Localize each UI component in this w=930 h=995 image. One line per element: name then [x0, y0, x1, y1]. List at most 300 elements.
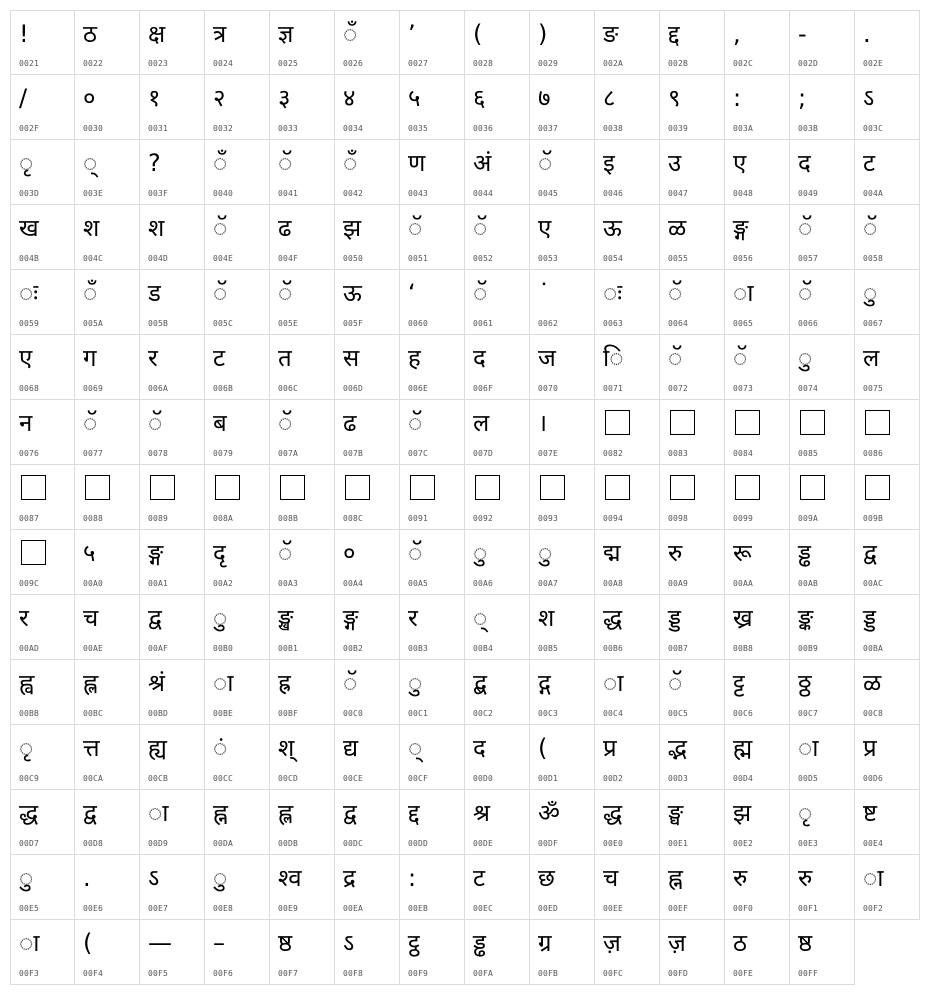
glyph-sample: ृ [19, 149, 34, 177]
glyph-sample: ा [148, 799, 169, 827]
glyph-sample: ) [538, 20, 548, 48]
glyph-code: 00B4 [473, 644, 494, 653]
glyph-sample: ढ [278, 214, 292, 242]
glyph-sample: ५ [408, 84, 421, 112]
glyph-cell [335, 920, 400, 985]
glyph-code: 0022 [83, 59, 104, 68]
glyph-sample: ह्न [668, 864, 683, 892]
missing-glyph-box-icon [345, 475, 370, 500]
glyph-code: 003F [148, 189, 169, 198]
glyph-code: 007A [278, 449, 299, 458]
glyph-code: 00C7 [798, 709, 819, 718]
glyph-cell [725, 270, 790, 335]
glyph-cell [205, 530, 270, 595]
glyph-sample: ॅ [278, 149, 293, 177]
glyph-sample: ॅ [798, 214, 813, 242]
glyph-code: 0061 [473, 319, 494, 328]
glyph-sample: दृ [213, 539, 226, 567]
glyph-cell [10, 855, 75, 920]
glyph-code: 0069 [83, 384, 104, 393]
glyph-sample: ॅ [798, 279, 813, 307]
glyph-sample: ह्न [213, 799, 228, 827]
glyph-code: 00EE [603, 904, 624, 913]
glyph-code: 0079 [213, 449, 234, 458]
glyph-cell [270, 465, 335, 530]
glyph-code: 0047 [668, 189, 689, 198]
glyph-cell [400, 725, 465, 790]
glyph-cell [660, 530, 725, 595]
glyph-cell [855, 465, 920, 530]
glyph-cell [75, 270, 140, 335]
glyph-cell [140, 10, 205, 75]
glyph-sample: : [733, 84, 742, 112]
glyph-cell [725, 790, 790, 855]
glyph-cell [270, 140, 335, 205]
glyph-sample: ङ [603, 20, 619, 48]
glyph-sample: श् [278, 734, 295, 762]
glyph-cell [335, 75, 400, 140]
glyph-cell [465, 140, 530, 205]
glyph-sample: ऽ [148, 864, 160, 892]
glyph-sample: ॅ [343, 669, 358, 697]
glyph-cell [10, 10, 75, 75]
glyph-cell [335, 660, 400, 725]
glyph-cell [790, 75, 855, 140]
glyph-sample: ड [148, 279, 161, 307]
glyph-sample: । [538, 409, 548, 437]
glyph-code: 0055 [668, 254, 689, 263]
glyph-cell [205, 10, 270, 75]
glyph-code: 002F [19, 124, 40, 133]
glyph-sample: , [733, 20, 741, 48]
glyph-cell [465, 660, 530, 725]
glyph-code: 00D2 [603, 774, 624, 783]
glyph-code: 00B3 [408, 644, 429, 653]
glyph-cell [140, 855, 205, 920]
glyph-sample: त [278, 344, 292, 372]
glyph-cell [465, 335, 530, 400]
glyph-code: 00A3 [278, 579, 299, 588]
glyph-code: 00B0 [213, 644, 234, 653]
glyph-code: 0050 [343, 254, 364, 263]
glyph-cell [595, 530, 660, 595]
glyph-code: 00DA [213, 839, 234, 848]
glyph-cell [465, 725, 530, 790]
glyph-cell [205, 270, 270, 335]
glyph-code: 0098 [668, 514, 689, 523]
glyph-cell [400, 465, 465, 530]
glyph-sample: ा [213, 669, 234, 697]
glyph-code: 00BE [213, 709, 234, 718]
glyph-sample: ड्ड [668, 604, 682, 632]
glyph-code: 00EB [408, 904, 429, 913]
glyph-sample: ॅ [213, 214, 228, 242]
glyph-cell [140, 595, 205, 660]
glyph-sample: अं [473, 149, 492, 177]
glyph-cell [75, 335, 140, 400]
glyph-sample: झ [343, 214, 362, 242]
glyph-code: 0040 [213, 189, 234, 198]
glyph-code: 0025 [278, 59, 299, 68]
glyph-cell [10, 140, 75, 205]
glyph-sample: ॅ [863, 214, 878, 242]
missing-glyph-box-icon [735, 475, 760, 500]
glyph-code: 0043 [408, 189, 429, 198]
glyph-cell [465, 205, 530, 270]
glyph-cell [270, 790, 335, 855]
glyph-code: 006E [408, 384, 429, 393]
glyph-cell [75, 855, 140, 920]
glyph-sample: ॅ [733, 344, 748, 372]
glyph-cell [400, 660, 465, 725]
glyph-cell [270, 270, 335, 335]
glyph-cell [530, 920, 595, 985]
glyph-code: 002C [733, 59, 754, 68]
glyph-sample: क्ष [148, 20, 166, 48]
glyph-cell [140, 270, 205, 335]
glyph-sample: ऽ [863, 84, 875, 112]
glyph-code: 0023 [148, 59, 169, 68]
glyph-code: 005F [343, 319, 364, 328]
glyph-code: 007C [408, 449, 429, 458]
glyph-sample: च [603, 864, 619, 892]
glyph-code: 002E [863, 59, 884, 68]
glyph-sample: . [83, 864, 91, 892]
glyph-cell [530, 855, 595, 920]
glyph-code: 0083 [668, 449, 689, 458]
glyph-code: 00BA [863, 644, 884, 653]
glyph-cell [335, 10, 400, 75]
glyph-sample: : [408, 864, 417, 892]
glyph-code: 00A2 [213, 579, 234, 588]
glyph-cell [75, 75, 140, 140]
glyph-cell [660, 75, 725, 140]
glyph-cell [790, 140, 855, 205]
glyph-sample: / [19, 84, 28, 112]
glyph-cell [75, 400, 140, 465]
glyph-cell [335, 205, 400, 270]
glyph-sample: ॅ [83, 409, 98, 437]
missing-glyph-box-icon [540, 475, 565, 500]
glyph-code: 00CE [343, 774, 364, 783]
glyph-sample: ढ [343, 409, 357, 437]
glyph-code: 002A [603, 59, 624, 68]
glyph-sample: ( [473, 20, 483, 48]
glyph-cell [855, 530, 920, 595]
glyph-code: 00E3 [798, 839, 819, 848]
glyph-sample: ङ्ग [343, 604, 359, 632]
glyph-cell [725, 660, 790, 725]
glyph-code: 0042 [343, 189, 364, 198]
glyph-sample: ७ [538, 84, 551, 112]
glyph-code: 0053 [538, 254, 559, 263]
glyph-sample: ष्ठ [278, 929, 293, 957]
glyph-code: 00B1 [278, 644, 299, 653]
glyph-cell [790, 920, 855, 985]
glyph-cell [205, 790, 270, 855]
glyph-sample: प्र [603, 734, 617, 762]
glyph-cell [465, 855, 530, 920]
glyph-code: 00C1 [408, 709, 429, 718]
glyph-cell [10, 530, 75, 595]
missing-glyph-box-icon [735, 410, 760, 435]
glyph-sample: ज [538, 344, 556, 372]
glyph-code: 007D [473, 449, 494, 458]
glyph-sample: द्व [343, 799, 357, 827]
glyph-sample: स [343, 344, 360, 372]
glyph-sample: ङ्क [798, 604, 814, 632]
glyph-code: 00D8 [83, 839, 104, 848]
glyph-sample: ॅ [278, 539, 293, 567]
glyph-code: 00C4 [603, 709, 624, 718]
glyph-code: 00AC [863, 579, 884, 588]
glyph-cell [790, 400, 855, 465]
glyph-cell [595, 10, 660, 75]
glyph-sample: ु [863, 279, 878, 307]
glyph-sample: ॅ [668, 344, 683, 372]
glyph-code: 00C2 [473, 709, 494, 718]
glyph-sample: - [798, 20, 807, 48]
glyph-code: 00B6 [603, 644, 624, 653]
glyph-sample: ह्व [19, 669, 34, 697]
glyph-cell [335, 725, 400, 790]
glyph-cell [725, 920, 790, 985]
glyph-cell [270, 660, 335, 725]
glyph-code: 00A9 [668, 579, 689, 588]
glyph-cell [335, 790, 400, 855]
glyph-cell [725, 335, 790, 400]
glyph-cell [205, 855, 270, 920]
glyph-sample: ड्ड [863, 604, 877, 632]
glyph-code: 00CC [213, 774, 234, 783]
glyph-cell [790, 725, 855, 790]
glyph-cell [790, 270, 855, 335]
glyph-cell [270, 75, 335, 140]
glyph-cell [725, 205, 790, 270]
glyph-sample: ॐ [538, 799, 560, 827]
glyph-code: 004D [148, 254, 169, 263]
glyph-code: 0035 [408, 124, 429, 133]
glyph-sample: ा [733, 279, 754, 307]
glyph-code: 0045 [538, 189, 559, 198]
missing-glyph-box-icon [670, 475, 695, 500]
glyph-code: 0076 [19, 449, 40, 458]
glyph-cell [465, 400, 530, 465]
glyph-cell [530, 530, 595, 595]
glyph-cell [855, 75, 920, 140]
glyph-sample: ण [408, 149, 426, 177]
glyph-sample: ’ [408, 20, 416, 48]
glyph-cell [140, 465, 205, 530]
glyph-code: 00AF [148, 644, 169, 653]
glyph-code: 00FB [538, 969, 559, 978]
glyph-code: 00D9 [148, 839, 169, 848]
glyph-cell [530, 595, 595, 660]
glyph-code: 005A [83, 319, 104, 328]
glyph-code: 00E2 [733, 839, 754, 848]
glyph-code: 003C [863, 124, 884, 133]
glyph-cell [400, 790, 465, 855]
glyph-sample: ० [343, 539, 356, 567]
glyph-cell [140, 790, 205, 855]
glyph-code: 00FA [473, 969, 494, 978]
glyph-sample: ह्ल [83, 669, 98, 697]
glyph-sample: . [863, 20, 871, 48]
glyph-code: 0067 [863, 319, 884, 328]
glyph-sample: द्द [668, 20, 680, 48]
glyph-sample: ( [83, 929, 93, 957]
glyph-cell [140, 140, 205, 205]
glyph-sample: ( [538, 734, 548, 762]
glyph-code: 00E0 [603, 839, 624, 848]
glyph-sample: ह्ल [278, 799, 293, 827]
glyph-code: 0030 [83, 124, 104, 133]
glyph-code: 00F0 [733, 904, 754, 913]
glyph-sample: ् [83, 149, 98, 177]
glyph-code: 00D5 [798, 774, 819, 783]
glyph-sample: द्य [343, 734, 359, 762]
glyph-code: 00BB [19, 709, 40, 718]
glyph-sample: द्ब [473, 669, 487, 697]
glyph-sample: ? [148, 149, 161, 177]
glyph-sample: ँ [83, 279, 98, 307]
glyph-cell [465, 920, 530, 985]
glyph-code: 0077 [83, 449, 104, 458]
glyph-code: 00BD [148, 709, 169, 718]
glyph-cell [205, 140, 270, 205]
glyph-cell [335, 530, 400, 595]
glyph-cell [595, 725, 660, 790]
glyph-cell [595, 205, 660, 270]
glyph-sample: त्र [213, 20, 227, 48]
missing-glyph-box-icon [475, 475, 500, 500]
glyph-cell [10, 400, 75, 465]
glyph-cell [660, 205, 725, 270]
glyph-code: 002B [668, 59, 689, 68]
glyph-code: 0093 [538, 514, 559, 523]
glyph-code: 0065 [733, 319, 754, 328]
glyph-cell [400, 75, 465, 140]
glyph-code: 00D7 [19, 839, 40, 848]
glyph-sample: रु [798, 864, 813, 892]
glyph-sample: ा [19, 929, 40, 957]
glyph-cell [855, 790, 920, 855]
glyph-cell [530, 270, 595, 335]
glyph-sample: ि [603, 344, 624, 372]
glyph-cell [855, 335, 920, 400]
glyph-cell [270, 595, 335, 660]
glyph-cell [75, 725, 140, 790]
glyph-sample: ृ [798, 799, 813, 827]
glyph-code: 0068 [19, 384, 40, 393]
glyph-sample: ज्ञ [278, 20, 294, 48]
glyph-code: 0049 [798, 189, 819, 198]
glyph-sample: ड्ढ [798, 539, 812, 567]
glyph-code: 00D6 [863, 774, 884, 783]
glyph-code: 00CA [83, 774, 104, 783]
glyph-sample: झ [733, 799, 752, 827]
glyph-code: 00AD [19, 644, 40, 653]
glyph-code: 00B2 [343, 644, 364, 653]
glyph-cell [400, 10, 465, 75]
glyph-sample: ङ्घ [668, 799, 684, 827]
glyph-cell [10, 595, 75, 660]
glyph-cell [660, 660, 725, 725]
glyph-code: 009A [798, 514, 819, 523]
glyph-code: 0031 [148, 124, 169, 133]
glyph-sample: ट [863, 149, 876, 177]
glyph-code: 004F [278, 254, 299, 263]
glyph-cell [335, 595, 400, 660]
glyph-cell [140, 660, 205, 725]
glyph-cell [530, 75, 595, 140]
missing-glyph-box-icon [280, 475, 305, 500]
glyph-cell [855, 205, 920, 270]
glyph-cell [595, 140, 660, 205]
glyph-sample: ु [213, 604, 228, 632]
glyph-code: 00E6 [83, 904, 104, 913]
glyph-sample: इ [603, 149, 615, 177]
glyph-code: 00C8 [863, 709, 884, 718]
glyph-cell [660, 920, 725, 985]
glyph-code: 0058 [863, 254, 884, 263]
glyph-code: 00FD [668, 969, 689, 978]
glyph-sample: ङ्ग [148, 539, 164, 567]
glyph-cell [140, 75, 205, 140]
glyph-cell [75, 140, 140, 205]
glyph-code: 005E [278, 319, 299, 328]
glyph-sample: १ [148, 84, 161, 112]
glyph-code: 0088 [83, 514, 104, 523]
glyph-sample: न [19, 409, 33, 437]
glyph-code: 00B9 [798, 644, 819, 653]
glyph-code: 00FF [798, 969, 819, 978]
glyph-sample: ा [603, 669, 624, 697]
glyph-sample: र [148, 344, 158, 372]
glyph-cell [10, 270, 75, 335]
glyph-sample: ख [19, 214, 39, 242]
glyph-code: 009C [19, 579, 40, 588]
glyph-cell [10, 335, 75, 400]
glyph-cell [725, 400, 790, 465]
glyph-sample: ट्ठ [408, 929, 420, 957]
glyph-cell [205, 75, 270, 140]
glyph-cell [595, 660, 660, 725]
glyph-sample: ४ [343, 84, 356, 112]
glyph-code: 00D0 [473, 774, 494, 783]
glyph-sample: द्ग [538, 669, 551, 697]
glyph-cell [725, 725, 790, 790]
glyph-sample: – [213, 929, 225, 957]
glyph-sample: द [473, 344, 486, 372]
glyph-sample: ! [19, 20, 29, 48]
glyph-cell [10, 920, 75, 985]
glyph-code: 00EA [343, 904, 364, 913]
glyph-sample: ग्र [538, 929, 552, 957]
glyph-code: 007E [538, 449, 559, 458]
glyph-code: 0084 [733, 449, 754, 458]
glyph-code: 006B [213, 384, 234, 393]
glyph-code: 0071 [603, 384, 624, 393]
glyph-cell [790, 205, 855, 270]
glyph-sample: ँ [213, 149, 228, 177]
glyph-code: 00B7 [668, 644, 689, 653]
glyph-cell [790, 660, 855, 725]
glyph-code: 006F [473, 384, 494, 393]
glyph-code: 00C6 [733, 709, 754, 718]
glyph-cell [725, 595, 790, 660]
glyph-sample: ट [213, 344, 226, 372]
